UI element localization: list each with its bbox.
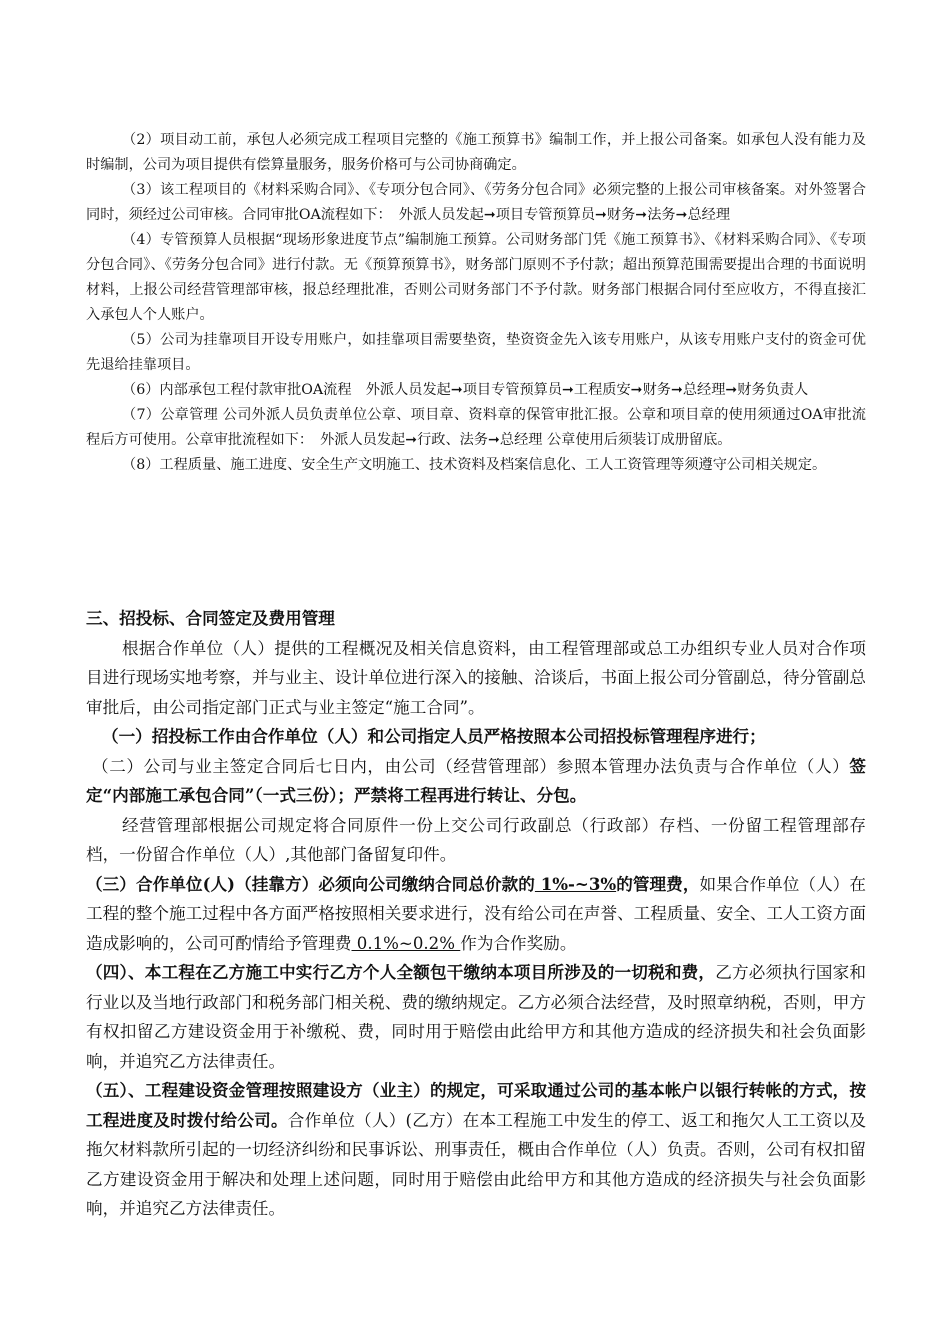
management-rules-list	[86, 128, 866, 478]
clause-two-text: （二）公司与业主签定合同后七日内，由公司（经营管理部）参照本管理办法负责与合作单位（人）	[92, 756, 850, 776]
rule-item-3: （3）该工程项目的《材料采购合同》、《专项分包合同》、《劳务分包合同》必须完整的上报公司审核备案。对外签署合同时，须经过公司审核。合同审批OA流程如下： 外派人员发起➞项目专管预算员➞财务➞法务➞总经理	[86, 182, 866, 223]
section-intro: 根据合作单位（人）提供的工程概况及相关信息资料，由工程管理部或总工办组织专业人员对合作项目进行现场实地考察，并与业主、设计单位进行深入的接触、洽谈后，书面上报公司分管副总，待分管副总审批后，由公司指定部门正式与业主签定“施工合同”。	[86, 638, 866, 717]
clause-three-emphasis-a: （三）合作单位(人)（挂靠方）必须向公司缴纳合同总价款的	[86, 873, 535, 894]
clause-four	[86, 958, 866, 1076]
clause-three-text-a: 如果合作单位（人）在工程的整个施工过程中各方面严格按照相关要求进行，没有给公司在声誉、工程质量、安全、工人工资方面造成影响的，公司可酌情给予管理费	[86, 874, 866, 953]
rule-item-5: （5）公司为挂靠项目开设专用账户，如挂靠项目需要垫资，垫资资金先入该专用账户，从该专用账户支付的资金可优先退给挂靠项目。	[86, 332, 866, 373]
clause-two-emphasis: 签定“内部施工承包合同”（一式三份）；严禁将工程再进行转让、分包。	[86, 755, 866, 805]
clause-four-emphasis: （四）、本工程在乙方施工中实行乙方个人全额包干缴纳本项目所涉及的一切税和费，	[86, 962, 716, 982]
clause-three	[86, 870, 866, 959]
archive-paragraph: 经营管理部根据公司规定将合同原件一份上交公司行政副总（行政部）存档、一份留工程管理部存档，一份留合作单位（人）,其他部门备留复印件。	[86, 815, 866, 864]
clause-three-emphasis-b: 的管理费，	[616, 873, 700, 894]
rule-item-4: （4）专管预算人员根据“现场形象进度节点”编制施工预算。公司财务部门凭《施工预算书》、《材料采购合同》、《专项分包合同》、《劳务分包合同》进行付款。无《预算预算书》，财务部门原则不予付款；超出预算范围需要提出合理的书面说明材料，上报公司经营管理部审核，报总经理批准，否则公司财务部门不予付款。财务部门根据合同付至应收方，不得直接汇入承包人个人账户。	[86, 232, 866, 323]
clause-five	[86, 1076, 866, 1224]
rule-item-2: （2）项目动工前，承包人必须完成工程项目完整的《施工预算书》编制工作，并上报公司备案。如承包人没有能力及时编制，公司为项目提供有偿算量服务，服务价格可与公司协商确定。	[86, 132, 866, 173]
clause-five-text: 合作单位（人）(乙方）在本工程施工中发生的停工、返工和拖欠人工工资以及拖欠材料款所引起的一切经济纠纷和民事诉讼、刑事责任，概由合作单位（人）负责。否则，公司有权扣留乙方建设资金用于解决和处理上述问题，同时用于赔偿由此给甲方和其他方造成的经济损失与社会负面影响，并追究乙方法律责任。	[86, 1110, 866, 1218]
management-fee-rate: 1%-~3%	[534, 873, 617, 894]
section-heading: 三、招投标、合同签定及费用管理	[86, 608, 335, 628]
rule-item-7: （7）公章管理 公司外派人员负责单位公章、项目章、资料章的保管审批汇报。公章和项目章的使用须通过OA审批流程后方可使用。公章审批流程如下： 外派人员发起➞行政、法务➞总经理 公章使用后须装订成册留底。	[86, 407, 866, 448]
clause-three-text-b: 作为合作奖励。	[460, 933, 577, 953]
rule-item-8: （8）工程质量、施工进度、安全生产文明施工、技术资料及档案信息化、工人工资管理等须遵守公司相关规定。	[122, 457, 827, 473]
clause-five-emphasis: （五）、工程建设资金管理按照建设方（业主）的规定，可采取通过公司的基本帐户以银行转帐的方式，按工程进度及时拨付给公司。	[86, 1080, 866, 1130]
clause-one: （一）招投标工作由合作单位（人）和公司指定人员严格按照本公司招投标管理程序进行；	[102, 726, 766, 746]
clause-four-text: 乙方必须执行国家和行业以及当地行政部门和税务部门相关税、费的缴纳规定。乙方必须合法经营，及时照章纳税，否则，甲方有权扣留乙方建设资金用于补缴税、费，同时用于赔偿由此给甲方和其他方造成的经济损失和社会负面影响，并追究乙方法律责任。	[86, 963, 867, 1071]
clause-two	[86, 752, 866, 811]
rule-item-6: （6）内部承包工程付款审批OA流程 外派人员发起➞项目专管预算员➞工程质安➞财务➞总经理➞财务负责人	[122, 382, 809, 398]
section-three	[86, 604, 866, 1224]
reward-rate: 0.1%~0.2%	[351, 933, 461, 953]
